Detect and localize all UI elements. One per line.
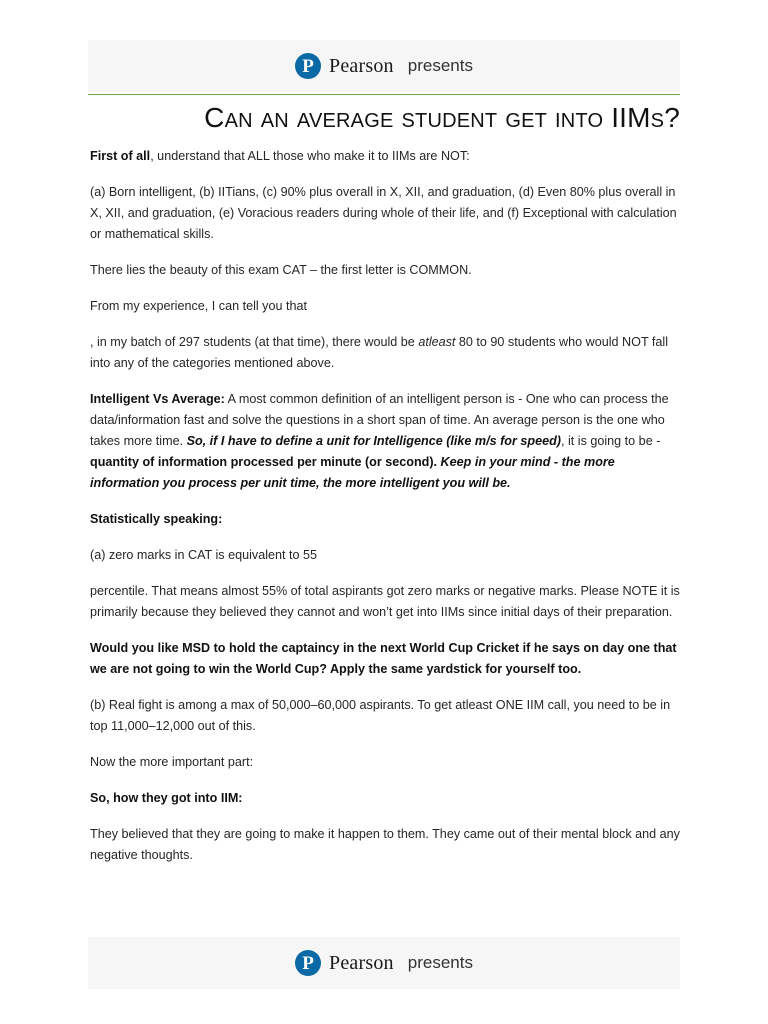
paragraph-real-fight: (b) Real fight is among a max of 50,000–60,000 aspirants. To get atleast ONE IIM call, you need to be in top 11,000–12,000 out of this. — [90, 698, 671, 733]
paragraph-zero-marks: (a) zero marks in CAT is equivalent to 55 — [90, 548, 318, 562]
intelligent-highlight: quantity of information processed per minute (or second). — [90, 455, 438, 469]
article-body — [90, 146, 680, 866]
intelligent-lead: Intelligent Vs Average: — [90, 392, 225, 406]
paragraph-intelligent — [90, 389, 680, 494]
intelligent-text-a: A most common definition of an intelligent person is - One who can process the data/information fast and solve the questions in a short span of time. An average person is the one who takes more time. — [90, 392, 669, 448]
batch-text-a: , in my batch of 297 students (at that time), there would be — [90, 335, 419, 349]
paragraph-how-heading: So, how they got into IIM: — [90, 791, 243, 805]
header-brand: Pearson — [329, 54, 394, 77]
intelligent-emphasis-2: Keep in your mind - the more information you process per unit time, the more intelligent you will be. — [90, 455, 615, 490]
paragraph-believed: They believed that they are going to make it happen to them. They came out of their mental block and any negative thoughts. — [90, 827, 680, 862]
paragraph-msd: Would you like MSD to hold the captaincy in the next World Cup Cricket if he says on day one that we are not going to win the World Cup? Apply the same yardstick for yourself too. — [90, 641, 677, 676]
intelligent-emphasis-1: So, if I have to define a unit for Intelligence (like m/s for speed) — [186, 434, 561, 448]
footer-brand: Pearson — [329, 951, 394, 974]
paragraph-cat-common: There lies the beauty of this exam CAT – the first letter is COMMON. — [90, 263, 472, 277]
intro-rest: , understand that ALL those who make it to IIMs are NOT: — [150, 149, 470, 163]
batch-emphasis: atleast — [418, 335, 456, 349]
footer-band — [88, 937, 680, 989]
intro-lead: First of all — [90, 149, 151, 163]
batch-text-b: 80 to 90 students who would NOT fall into any of the categories mentioned above. — [90, 335, 669, 370]
header-divider — [88, 94, 680, 95]
pearson-logo-icon — [295, 950, 321, 976]
paragraph-percentile: percentile. That means almost 55% of total aspirants got zero marks or negative marks. Please NOTE it is primarily because they believed they cannot and won’t get into IIMs since initial days of their preparation. — [90, 584, 680, 619]
intelligent-text-b: , it is going to be - — [560, 434, 661, 448]
paragraph-experience: From my experience, I can tell you that — [90, 299, 307, 313]
paragraph-batch — [90, 332, 680, 374]
paragraph-important: Now the more important part: — [90, 755, 254, 769]
paragraph-list: (a) Born intelligent, (b) IITians, (c) 90% plus overall in X, XII, and graduation, (d) Even 80% plus overall in X, XII, and graduation, (e) Voracious readers during whole of their life, and (f) Exceptional with calculation or mathematical skills. — [90, 185, 677, 241]
paragraph-stat-heading: Statistically speaking: — [90, 512, 223, 526]
pearson-logo-icon — [295, 53, 321, 79]
page-title: Can an average student get into IIMs? — [204, 102, 680, 133]
paragraph-intro — [90, 146, 680, 167]
footer-tagline: presents — [407, 953, 473, 972]
header-band — [88, 40, 680, 92]
header-tagline: presents — [407, 56, 473, 75]
